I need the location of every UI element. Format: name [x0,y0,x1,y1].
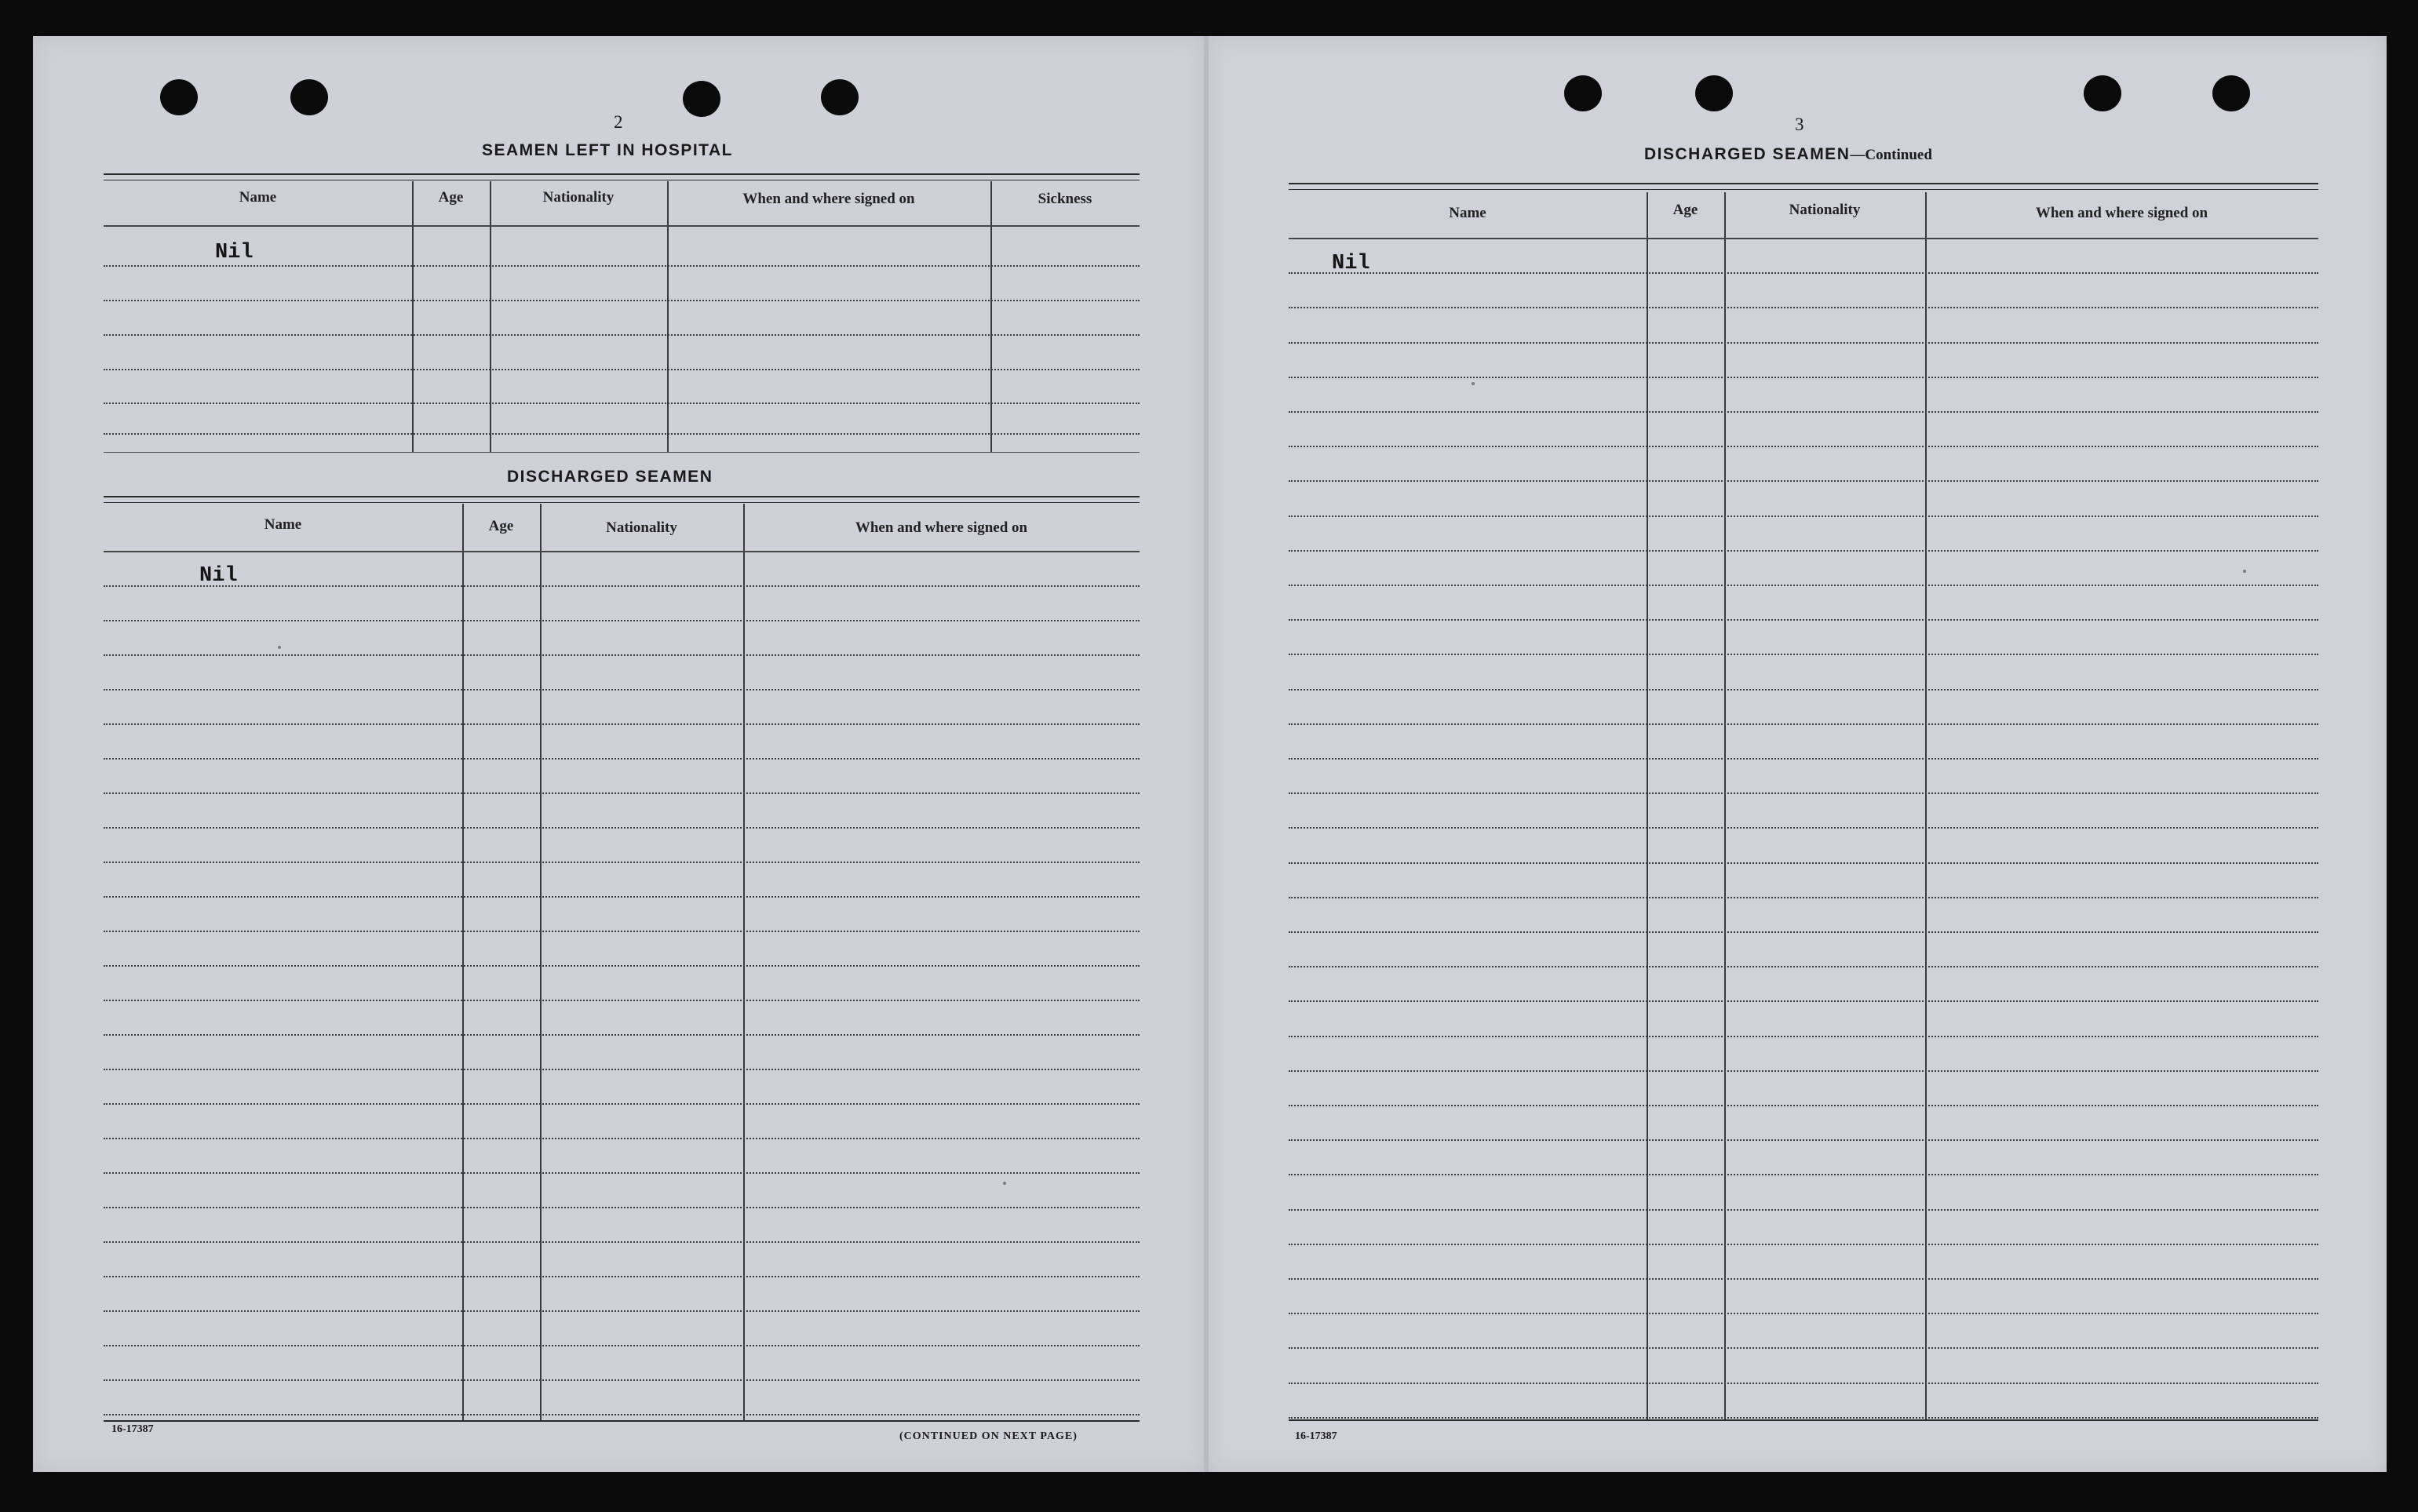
table-row-line [1289,1070,2318,1072]
table-row-line [104,827,1140,829]
table-row-line [1289,654,2318,655]
table-row-line [104,1414,1140,1415]
column-header: Age [488,518,514,534]
name-entry: Nil [1332,252,1370,275]
table-row-line [1289,931,2318,933]
table-row-line [1289,689,2318,690]
punch-hole [821,79,859,115]
hospital-table [104,173,1140,456]
table-row-line [1289,238,2318,239]
table-row-line [1289,342,2318,344]
table-row-line [1289,619,2318,621]
table-row-line [1289,827,2318,829]
page-fold [1204,36,1209,1472]
continued-note: (CONTINUED ON NEXT PAGE) [899,1430,1078,1442]
paper-speck [1003,1182,1006,1185]
page-number: 2 [614,112,623,132]
table-row-line [1289,446,2318,447]
table-row-line [1289,377,2318,378]
column-header: When and where signed on [2035,205,2208,221]
table-row-line [104,1276,1140,1277]
column-header: When and where signed on [855,519,1028,536]
table-row-line [1289,516,2318,517]
paper-speck [1472,382,1475,385]
table-row-line [104,1310,1140,1312]
column-header: Name [1449,205,1486,221]
table-row-line [1289,1209,2318,1211]
section-title-discharged: DISCHARGED SEAMEN [507,468,713,486]
table-row-line [104,1172,1140,1174]
table-row-line [1289,1417,2318,1419]
table-row-line [1289,307,2318,308]
table-row-line [1289,1000,2318,1002]
table-row-line [104,1345,1140,1346]
table-row-line [1289,1139,2318,1141]
column-header: Nationality [542,189,615,206]
page-number: 3 [1795,115,1804,134]
punch-hole [290,79,328,115]
table-row-line [104,689,1140,690]
table-row-line [104,1207,1140,1208]
section-title-hospital: SEAMEN LEFT IN HOSPITAL [482,141,733,159]
form-number: 16-17387 [111,1423,154,1435]
column-header: Nationality [1789,202,1861,218]
discharged-table-continued [1289,183,2318,1423]
table-row-line [1289,1105,2318,1106]
table-row-line [1289,585,2318,586]
punch-hole [1564,75,1602,111]
table-row-line [104,896,1140,898]
table-row-line [104,1034,1140,1036]
column-header: When and where signed on [742,191,915,207]
table-row-line [1289,966,2318,967]
table-row-line [1289,1278,2318,1280]
table-row-line [104,1241,1140,1243]
column-header: Age [438,189,464,206]
column-header: Age [1672,202,1698,218]
paper-speck [2243,570,2246,573]
form-number: 16-17387 [1295,1430,1337,1442]
table-row-line [1289,897,2318,898]
paper-speck [278,646,281,649]
name-entry: Nil [215,241,253,264]
table-row-line [104,551,1140,552]
table-row-line [1289,758,2318,760]
table-row-line [1289,1174,2318,1175]
table-row-line [104,931,1140,932]
table-row-line [104,758,1140,760]
table-row-line [104,654,1140,656]
table-row-line [1289,1036,2318,1037]
table-row-line [104,792,1140,794]
table-row-line [104,1069,1140,1070]
punch-hole [1695,75,1733,111]
table-row-line [1289,792,2318,794]
column-header: Name [264,516,302,533]
table-row-line [104,585,1140,587]
table-row-line [104,1000,1140,1001]
table-row-line [104,620,1140,621]
table-row-line [1289,1347,2318,1349]
discharged-table [104,496,1140,1423]
table-row-line [1289,723,2318,725]
table-row-line [1289,411,2318,413]
punch-hole [683,81,720,117]
table-row-line [1289,1244,2318,1245]
name-entry: Nil [199,564,238,588]
column-header: Name [239,189,277,206]
table-row-line [104,1379,1140,1381]
punch-hole [2212,75,2250,111]
table-row-line [104,723,1140,725]
table-row-line [1289,1383,2318,1384]
table-row-line [1289,550,2318,552]
table-row-line [104,1138,1140,1139]
table-row-line [104,862,1140,863]
section-title-discharged-continued: DISCHARGED SEAMEN—Continued [1644,145,1932,163]
table-row-line [1289,862,2318,864]
table-row-line [1289,272,2318,274]
column-header: Nationality [606,519,677,536]
column-header: Sickness [1038,191,1092,207]
punch-hole [2084,75,2121,111]
punch-hole [160,79,198,115]
table-row-line [104,1103,1140,1105]
table-row-line [1289,1313,2318,1314]
table-row-line [104,965,1140,967]
table-row-line [1289,480,2318,482]
